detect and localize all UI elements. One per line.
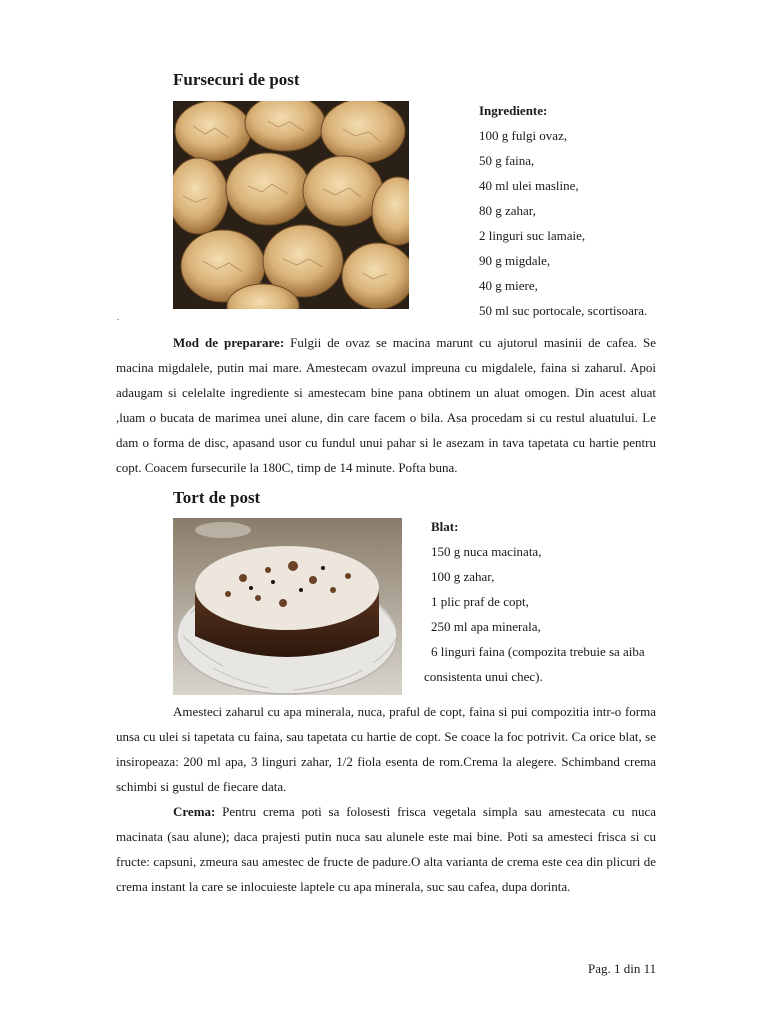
ingredient-item: 50 g faina, <box>479 153 535 168</box>
method-heading: Mod de preparare: <box>173 335 285 350</box>
ingredient-item: 40 ml ulei masline, <box>479 178 579 193</box>
recipe-title-tort: Tort de post <box>173 488 261 507</box>
blat-item: 6 linguri faina (compozita trebuie sa aiba <box>431 644 645 659</box>
blat-item: 250 ml apa minerala, <box>431 619 541 634</box>
cream-heading: Crema: <box>173 804 216 819</box>
recipe-title-fursecuri: Fursecuri de post <box>173 70 300 89</box>
cake-method-paragraph <box>116 699 656 799</box>
ingredient-item: 2 linguri suc lamaie, <box>479 228 586 243</box>
cream-paragraph <box>116 799 656 899</box>
ingredient-item: 40 g miere, <box>479 278 538 293</box>
blat-list <box>424 514 645 689</box>
ingredient-item: 50 ml suc portocale, scortisoara. <box>479 303 648 318</box>
ingredient-item: 80 g zahar, <box>479 203 536 218</box>
blat-item: consistenta unui chec). <box>424 669 543 684</box>
ingredient-item: 90 g migdale, <box>479 253 551 268</box>
method-text: Fulgii de ovaz se macina marunt cu ajutorul masinii de cafea. Se macina migdalele, putin mai mare. Amestecam ovazul impreuna cu migdalele, faina si zaharul. Apoi adaugam si celelalte ingrediente si amestecam bine pana obtinem un aluat omogen. Din acest aluat ,luam o bucata de marimea unei alune, din care facem o bila. Asa procedam si cu restul aluatului. Le dam o forma de disc, apasand usor cu fundul unui pahar si le asezam in tava tapetata cu hartie pentru copt. Coacem fursecurile la 180C, timp de 14 minute. Pofta buna. <box>116 335 656 475</box>
page-number: Pag. 1 din 11 <box>588 961 657 976</box>
ingredient-item: 100 g fulgi ovaz, <box>479 128 568 143</box>
blat-item: 150 g nuca macinata, <box>431 544 542 559</box>
blat-item: 100 g zahar, <box>431 569 495 584</box>
cream-text: Pentru crema poti sa folosesti frisca vegetala simpla sau amestecata cu nuca macinata (sau alune); daca prajesti putin nuca sau alunele este mai bine. Poti sa amesteci frisca si cu fructe: capsuni, zmeura sau amestec de fructe de padure.O alta varianta de crema este cea din plicuri de crema instant la care se inlocuieste laptele cu apa minerala, suc sau cafea, dupa dorinta. <box>116 804 656 894</box>
cake-method-text: Amesteci zaharul cu apa minerala, nuca, praful de copt, faina si pui compozitia intr-o forma unsa cu ulei si tapetata cu faina, sau tapetata cu hartie de copt. Se coace la foc potrivit. Ca orice blat, se insiropeaza: 200 ml apa, 3 linguri zahar, 1/2 fiola esenta de rom.Crema la alegere. Schimband crema schimbi si gustul de fiecare data. <box>116 704 656 794</box>
blat-item: 1 plic praf de copt, <box>431 594 529 609</box>
cake-photo <box>173 518 402 695</box>
ingredients-list <box>479 98 647 323</box>
cookies-photo <box>173 101 409 309</box>
blat-heading: Blat: <box>431 519 459 534</box>
ingredients-heading: Ingrediente: <box>479 103 548 118</box>
method-paragraph <box>116 330 656 480</box>
stray-mark: . <box>117 312 120 322</box>
